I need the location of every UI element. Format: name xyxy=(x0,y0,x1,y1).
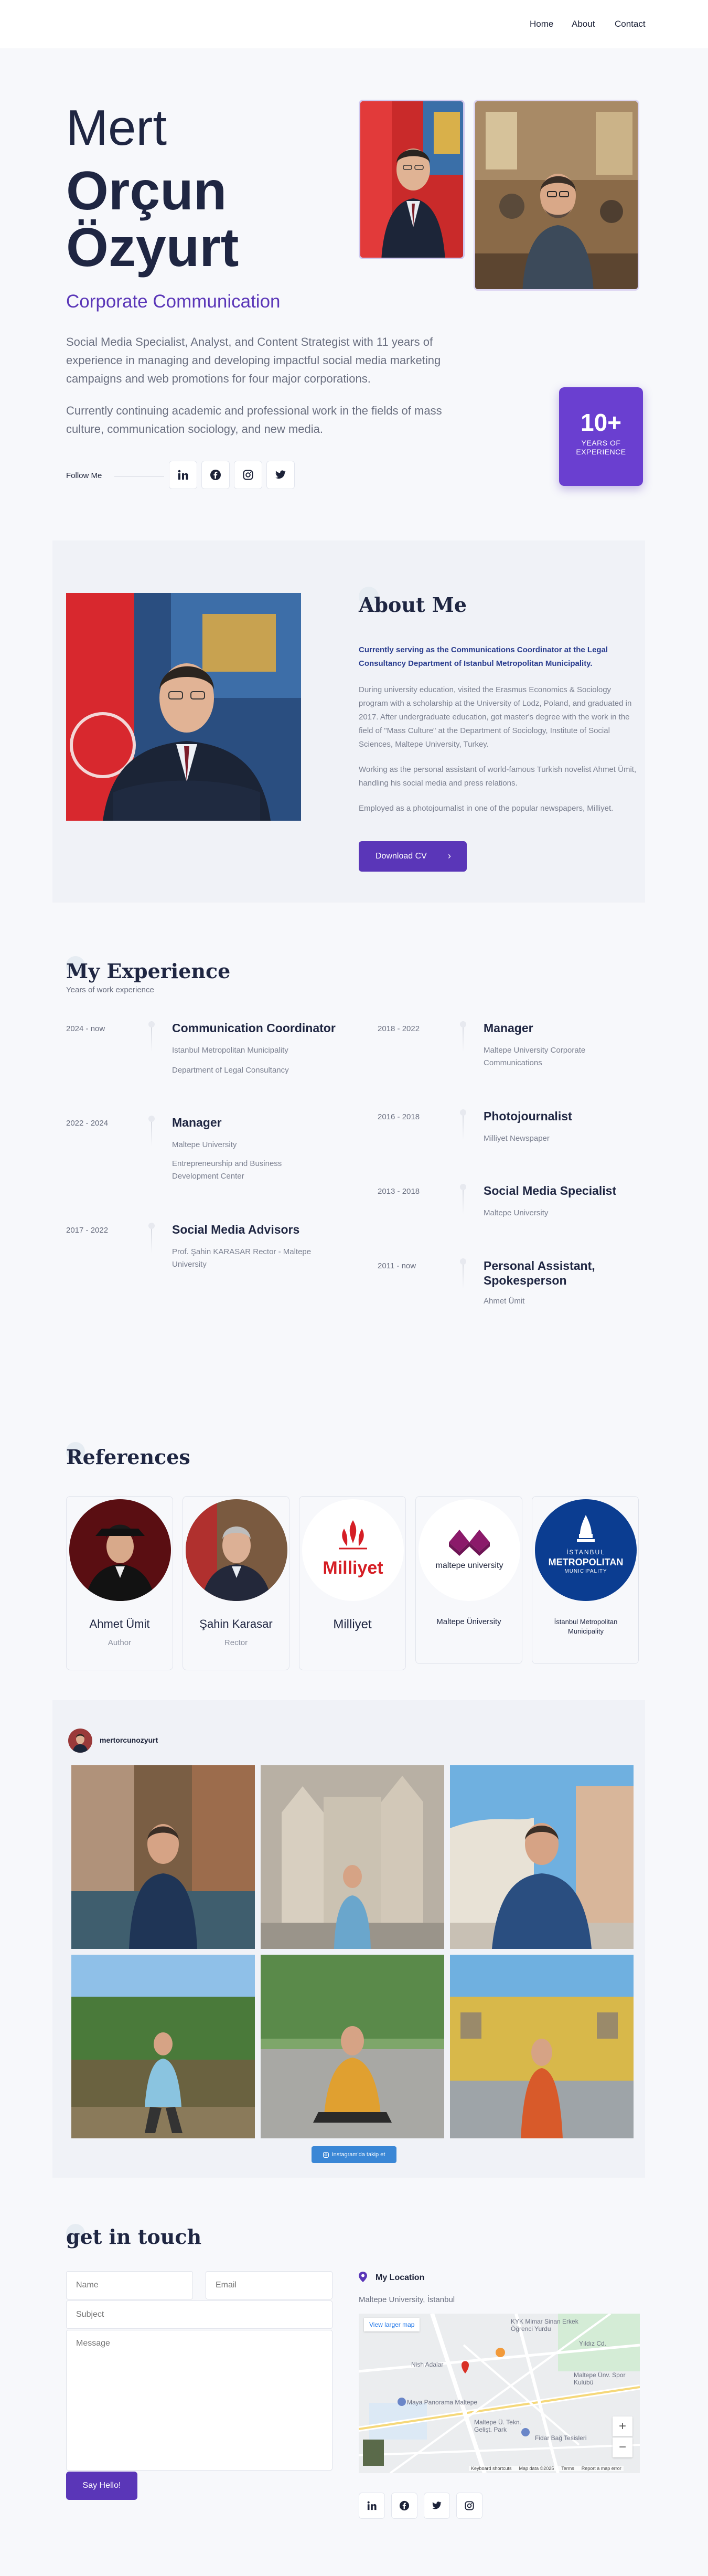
map-terms-link[interactable]: Terms xyxy=(561,2466,574,2471)
experience-date: 2016 - 2018 xyxy=(378,1112,420,1121)
hero-last-name-line-2: Özyurt xyxy=(66,217,239,278)
email-input[interactable] xyxy=(206,2271,332,2299)
experience-detail: Istanbul Metropolitan Municipality xyxy=(172,1046,288,1055)
map-label: Maya Panorama Maltepe xyxy=(407,2399,478,2406)
linkedin-icon xyxy=(367,2501,377,2510)
map-label: Nish Adalar xyxy=(411,2361,444,2368)
experience-date: 2013 - 2018 xyxy=(378,1187,420,1196)
say-hello-button[interactable]: Say Hello! xyxy=(66,2472,137,2500)
hero-last-name-line-1: Orçun xyxy=(66,161,227,221)
experience-title: Communication Coordinator xyxy=(172,1021,336,1035)
timeline-marker xyxy=(151,1116,152,1146)
map-keyboard-shortcuts[interactable]: Keyboard shortcuts xyxy=(471,2466,512,2471)
location-pin-icon xyxy=(359,2272,367,2282)
about-photo xyxy=(66,593,301,821)
ibb-logo xyxy=(535,1499,637,1601)
experience-detail: Milliyet Newspaper xyxy=(484,1134,550,1143)
reference-name: İstanbul Metropolitan Municipality xyxy=(554,1618,618,1635)
milliyet-logo xyxy=(302,1499,404,1601)
chevron-right-icon: › xyxy=(448,851,451,861)
timeline-marker xyxy=(463,1184,464,1214)
timeline-marker xyxy=(463,1021,464,1052)
hero-facebook-button[interactable] xyxy=(201,461,230,489)
hero-linkedin-button[interactable] xyxy=(169,461,197,489)
badge-line-1: YEARS OF xyxy=(581,439,621,447)
view-larger-map-link[interactable]: View larger map xyxy=(364,2318,420,2331)
ibb-logo-line-3: MUNICIPALITY xyxy=(564,1568,607,1574)
facebook-icon xyxy=(210,469,221,481)
map-label: KYK Mimar Sinan Erkek Öğrenci Yurdu xyxy=(511,2318,578,2333)
map-report-error-link[interactable]: Report a map error xyxy=(581,2466,621,2471)
twitter-icon xyxy=(432,2501,442,2510)
instagram-post[interactable] xyxy=(71,1765,255,1949)
experience-detail: Maltepe University xyxy=(484,1209,549,1217)
map-zoom-out-button[interactable]: − xyxy=(613,2437,632,2457)
linkedin-icon xyxy=(178,470,188,480)
experience-title: Social Media Advisors xyxy=(172,1223,300,1236)
experience-subtitle: Years of work experience xyxy=(66,985,154,994)
timeline-marker xyxy=(151,1223,152,1253)
about-education-paragraph: During university education, visited the Erasmus Economics & Sociology program with a scholarship at the University of Lodz, Poland, and graduated in 2017. After undergraduate education, got master's degree with the work in the field of "Mass Culture" at the Department of Sociology, Institute of Social Sciences, Maltepe University, Turkey. xyxy=(359,685,632,749)
instagram-avatar[interactable] xyxy=(68,1729,92,1753)
contact-heading: get in touch xyxy=(66,2225,202,2249)
instagram-post[interactable] xyxy=(71,1955,255,2138)
hero-twitter-button[interactable] xyxy=(266,461,295,489)
instagram-icon xyxy=(243,470,253,480)
reference-card[interactable] xyxy=(532,1496,639,1664)
nav-home-link[interactable]: Home xyxy=(530,19,554,29)
hero-instagram-button[interactable] xyxy=(234,461,262,489)
badge-number: 10+ xyxy=(580,409,622,436)
hero-intro-paragraph: Social Media Specialist, Analyst, and Content Strategist with 11 years of experience in managing and developing impactful social media marketing campaigns and web promotions for four major corporations. xyxy=(66,335,441,385)
instagram-post[interactable] xyxy=(261,1955,444,2138)
references-heading: References xyxy=(66,1445,190,1469)
nav-contact-link[interactable]: Contact xyxy=(615,19,646,29)
about-highlight: Currently serving as the Communications Coordinator at the Legal Consultancy Department of Istanbul Metropolitan Municipality. xyxy=(359,645,608,668)
map-label: Maltepe Ünv. Spor Kulübü xyxy=(574,2371,626,2386)
location-map[interactable] xyxy=(359,2314,640,2473)
top-navbar xyxy=(0,0,708,48)
hero-portrait-photo xyxy=(359,100,465,259)
about-assistant-paragraph: Working as the personal assistant of world-famous Turkish novelist Ahmet Ümit, handling his social media and press relations. xyxy=(359,765,637,788)
contact-facebook-button[interactable] xyxy=(391,2493,417,2519)
instagram-post[interactable] xyxy=(450,1955,634,2138)
name-input[interactable] xyxy=(66,2271,193,2299)
location-label: My Location xyxy=(376,2273,425,2282)
hero-focus-paragraph: Currently continuing academic and professional work in the fields of mass culture, communication sociology, and new media. xyxy=(66,404,442,436)
experience-title: Social Media Specialist xyxy=(484,1184,617,1197)
experience-date: 2011 - now xyxy=(378,1262,416,1270)
experience-detail: Prof. Şahin KARASAR Rector - Maltepe University xyxy=(172,1247,312,1269)
instagram-post[interactable] xyxy=(261,1765,444,1949)
map-data-credit: Map data ©2025 xyxy=(519,2466,554,2471)
about-heading: About Me xyxy=(359,593,467,617)
reference-photo xyxy=(186,1499,287,1601)
map-label: Yıldız Cd. xyxy=(579,2340,607,2347)
badge-line-2: EXPERIENCE xyxy=(576,448,626,456)
reference-name: Maltepe Üniversity xyxy=(436,1617,501,1626)
experience-detail: Maltepe University Corporate Communications xyxy=(484,1046,586,1067)
nav-about-link[interactable]: About xyxy=(572,19,595,29)
experience-title: Manager xyxy=(484,1021,533,1035)
experience-detail: Department of Legal Consultancy xyxy=(172,1066,289,1075)
reference-card[interactable] xyxy=(183,1496,289,1670)
twitter-icon xyxy=(275,470,286,480)
timeline-marker xyxy=(151,1021,152,1052)
download-cv-label: Download CV xyxy=(376,852,427,861)
experience-date: 2024 - now xyxy=(66,1024,105,1033)
experience-date: 2018 - 2022 xyxy=(378,1024,420,1033)
contact-instagram-button[interactable] xyxy=(456,2493,482,2519)
experience-detail: Entrepreneurship and Business Development Center xyxy=(172,1159,282,1181)
experience-title: Manager xyxy=(172,1116,222,1129)
hero-cafe-photo xyxy=(474,100,639,291)
instagram-follow-label: Instagram'da takip et xyxy=(331,2151,385,2158)
experience-detail: Ahmet Ümit xyxy=(484,1297,525,1306)
reference-card[interactable] xyxy=(66,1496,173,1670)
contact-twitter-button[interactable] xyxy=(424,2493,450,2519)
reference-name: Şahin Karasar xyxy=(199,1617,273,1630)
reference-name: Ahmet Ümit xyxy=(89,1617,150,1630)
instagram-icon xyxy=(323,2152,329,2158)
map-footer xyxy=(469,2466,624,2471)
hero-subtitle: Corporate Communication xyxy=(66,291,281,312)
reference-photo xyxy=(69,1499,171,1601)
maltepe-university-logo xyxy=(419,1499,520,1601)
instagram-username[interactable]: mertorcunozyurt xyxy=(100,1736,158,1744)
instagram-icon xyxy=(465,2501,474,2510)
experience-title: Personal Assistant, Spokesperson xyxy=(484,1259,595,1287)
about-photojournalist-paragraph: Employed as a photojournalist in one of the popular newspapers, Milliyet. xyxy=(359,804,614,813)
hero-last-name xyxy=(66,163,239,276)
map-label: Maltepe Ü. Tekn. Gelişt. Park xyxy=(474,2419,521,2433)
map-zoom-in-button[interactable]: + xyxy=(613,2416,632,2436)
instagram-post[interactable] xyxy=(450,1765,634,1949)
maltepe-logo-text: maltepe university xyxy=(435,1561,503,1570)
ibb-logo-line-1: İSTANBUL xyxy=(566,1549,605,1556)
contact-linkedin-button[interactable] xyxy=(359,2493,385,2519)
map-label: Fidar Bağ Tesisleri xyxy=(535,2434,587,2442)
timeline-marker xyxy=(463,1109,464,1140)
experience-badge xyxy=(559,387,643,486)
experience-detail: Maltepe University xyxy=(172,1140,237,1149)
reference-name: Milliyet xyxy=(333,1617,372,1631)
ibb-logo-line-2: METROPOLITAN xyxy=(548,1557,624,1567)
reference-role: Rector xyxy=(224,1638,248,1647)
experience-heading: My Experience xyxy=(66,959,231,983)
timeline-marker xyxy=(463,1258,464,1289)
milliyet-logo-text: Milliyet xyxy=(323,1558,383,1578)
follow-me-label: Follow Me xyxy=(66,471,102,480)
reference-card[interactable] xyxy=(415,1496,522,1664)
message-textarea[interactable] xyxy=(66,2330,332,2471)
facebook-icon xyxy=(399,2500,410,2511)
reference-role: Author xyxy=(108,1638,132,1647)
hero-first-name: Mert xyxy=(66,100,167,156)
experience-date: 2022 - 2024 xyxy=(66,1119,109,1128)
instagram-follow-button[interactable] xyxy=(312,2146,396,2163)
location-value: Maltepe University, İstanbul xyxy=(359,2295,455,2304)
experience-date: 2017 - 2022 xyxy=(66,1226,109,1235)
subject-input[interactable] xyxy=(66,2301,332,2329)
reference-card[interactable] xyxy=(299,1496,406,1670)
download-cv-button[interactable] xyxy=(359,841,467,872)
experience-title: Photojournalist xyxy=(484,1109,572,1123)
